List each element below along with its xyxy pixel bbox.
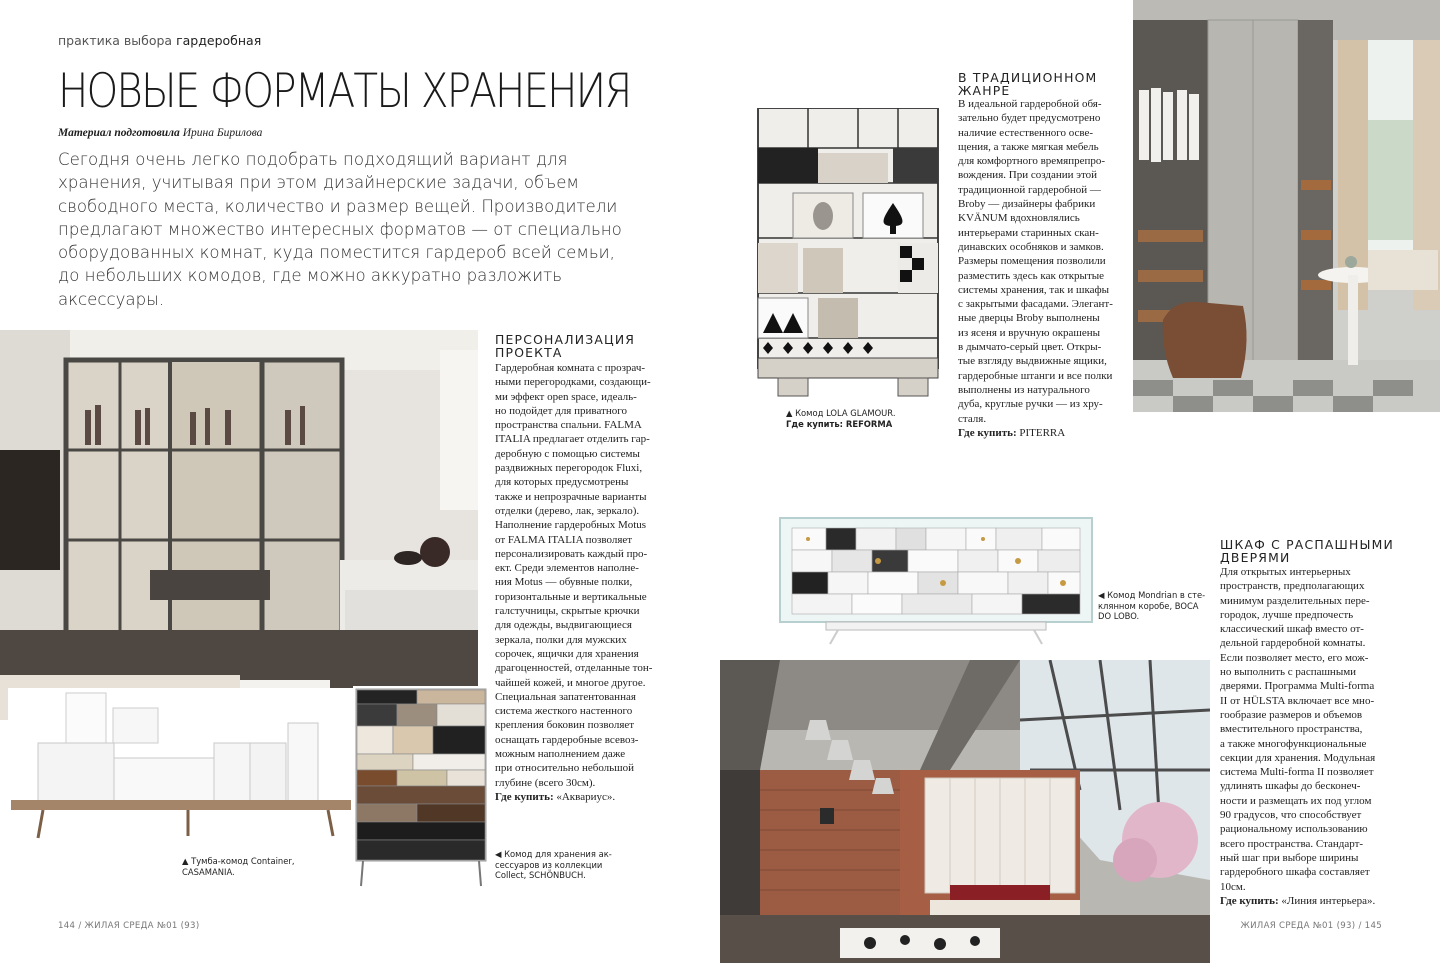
body-line: всего пространства. Стандарт- — [1220, 837, 1364, 850]
body-line: из ясеня и вручную окрашены — [958, 326, 1101, 339]
body-line: от FALMA ITALIA позволяет — [495, 533, 633, 546]
body-swing-doors — [1220, 565, 1400, 908]
body-line: отделки (дерево, лак, зеркало). — [495, 504, 640, 517]
body-line: оснащать гардеробные всевоз- — [495, 733, 639, 746]
body-line: для которых предусмотрены — [495, 476, 629, 489]
body-line: Если позволяет место, его мож- — [1220, 651, 1369, 664]
where-label: Где купить: — [958, 426, 1017, 439]
body-line: наличие естественного осве- — [958, 126, 1094, 139]
caption-line: DO LOBO. — [1098, 611, 1140, 621]
caption-line: Collect, SCHÖNBUCH. — [495, 870, 586, 880]
body-line: но выполнить с распашными — [1220, 666, 1357, 679]
heading-line-1: ШКАФ С РАСПАШНЫМИ — [1220, 537, 1394, 552]
body-line: тые взгляду выдвижные ящики, — [958, 355, 1107, 368]
body-line: система жесткого настенного — [495, 705, 633, 718]
body-line: глубине (всего 30см). — [495, 776, 596, 789]
where-value: PITERRA — [1019, 426, 1066, 439]
lola-glamour-photo — [748, 108, 944, 398]
body-line: системы хранения, так и шкафы — [958, 283, 1110, 296]
caption-lola — [786, 408, 936, 429]
body-line: разместить здесь как открытые — [958, 269, 1105, 282]
body-line: драгоценностей, отделанные тон- — [495, 662, 653, 675]
body-line: гардеробного шкафа составляет — [1220, 866, 1370, 879]
body-line: чайшей кожей, и многое другое. — [495, 676, 646, 689]
heading-personalization — [495, 333, 655, 359]
body-line: Специальная запатентованная — [495, 690, 636, 703]
body-line: можным наполнением даже — [495, 748, 626, 761]
rubric-prefix: практика выбора — [58, 33, 173, 48]
body-line: дельной гардеробной комнаты. — [1220, 637, 1366, 650]
mondrian-photo — [778, 516, 1094, 646]
body-line: ный шаг при выборе ширины — [1220, 851, 1359, 864]
caption-mondrian — [1098, 590, 1208, 622]
container-sideboard-photo — [8, 688, 354, 840]
body-line: а также многофункциональные — [1220, 737, 1367, 750]
body-line: городок, лучше предпочесть — [1220, 608, 1354, 621]
byline-author: Ирина Бирилова — [182, 127, 263, 139]
caption-line: ▲ Тумба-комод Container, — [182, 856, 295, 866]
body-line: вместительного пространства, — [1220, 723, 1363, 736]
body-line: в дымчато-серый цвет. Откры- — [958, 341, 1102, 354]
body-line: зательно будет предусмотрено — [958, 112, 1101, 125]
body-line: рациональному использованию — [1220, 823, 1368, 836]
body-line: традиционной гардеробной — — [958, 183, 1101, 196]
heading-line-1: В ТРАДИЦИОННОМ — [958, 70, 1098, 85]
body-line: зеркала, полки для мужских — [495, 633, 627, 646]
body-line: сталя. — [958, 412, 987, 425]
body-line: дверями. Программа Multi-forma — [1220, 680, 1375, 693]
caption-collect — [495, 849, 615, 881]
where-value: «Аквариус». — [556, 790, 616, 803]
byline — [58, 127, 262, 139]
where-to-buy — [958, 426, 1130, 440]
byline-label: Материал подготовила — [58, 127, 180, 139]
where-to-buy — [495, 790, 665, 804]
body-line: пространства спальни. FALMA — [495, 419, 642, 432]
body-line: раздвижных перегородок Fluxi, — [495, 462, 643, 475]
body-lines — [495, 361, 665, 790]
body-line: щения, а также мягкая мебель — [958, 140, 1099, 153]
body-line: для одежды, выдвигающиеся — [495, 619, 632, 632]
lead-paragraph: Сегодня очень легко подобрать подходящий вариант для хранения, учитывая при этом дизайнерские задачи, объем свободного места, количество и размер вещей. Производители предлагают множество интересных форматов — от специально оборудованных комнат, куда поместится гардероб всей семьи, до небольших комодов, где можно аккуратно разложить аксессуары. — [58, 150, 622, 309]
body-line: минимум разделительных пере- — [1220, 594, 1370, 607]
caption-container — [182, 856, 332, 877]
rubric-section: гардеробная — [176, 33, 262, 48]
loft-wardrobe-photo — [720, 660, 1210, 963]
body-line: пространств, предполагающих — [1220, 580, 1365, 593]
body-line: динавских особняков и замков. — [958, 240, 1104, 253]
body-line: ния Motus — обувные полки, — [495, 576, 633, 589]
caption-line: Где купить: REFORMA — [786, 418, 893, 429]
body-line: ITALIA предлагает отделить гар- — [495, 433, 650, 446]
caption-line: CASAMANIA. — [182, 866, 235, 877]
caption-line: сессуаров из коллекции — [495, 859, 603, 870]
heading-line-2: ПРОЕКТА — [495, 345, 563, 360]
body-line: ности и размещать их под углом — [1220, 794, 1372, 807]
footer-right: ЖИЛАЯ СРЕДА №01 (93) / 145 — [1240, 921, 1382, 931]
body-line: ными перегородками, создающи- — [495, 376, 651, 389]
body-line: горизонтальные и вертикальные — [495, 590, 647, 603]
heading-line-1: ПЕРСОНАЛИЗАЦИЯ — [495, 332, 636, 347]
body-line: классический шкаф вместо от- — [1220, 623, 1364, 636]
body-line: с закрытыми фасадами. Элегант- — [958, 298, 1113, 311]
caption-line: ◀ Комод Mondrian в сте- — [1098, 590, 1206, 600]
heading-line-2: ЖАНРЕ — [958, 83, 1011, 98]
heading-line-2: ДВЕРЯМИ — [1220, 550, 1291, 565]
section-rubric — [58, 33, 261, 48]
body-line: 10см. — [1220, 880, 1246, 893]
body-line: ми эффект open space, идеаль- — [495, 390, 637, 403]
body-line: вождения. При создании этой — [958, 169, 1098, 182]
body-lines — [1220, 565, 1400, 894]
traditional-wardrobe-photo — [1133, 0, 1440, 412]
body-line: гообразие размеров и объемов — [1220, 708, 1363, 721]
body-line: Наполнение гардеробных Motus — [495, 519, 647, 532]
body-line: ект. Среди элементов наполне- — [495, 562, 639, 575]
caption-line: ▲ Комод LOLA GLAMOUR. — [786, 408, 896, 418]
body-line: Broby — дизайнеры фабрики — [958, 198, 1096, 211]
body-line: крепления боковин позволяет — [495, 719, 635, 732]
article-title: НОВЫЕ ФОРМАТЫ ХРАНЕНИЯ — [58, 64, 631, 119]
heading-swing-doors — [1220, 538, 1420, 564]
body-lines — [958, 97, 1130, 426]
walk-in-wardrobe-photo — [0, 330, 478, 720]
where-value: «Линия интерьера». — [1281, 894, 1376, 907]
body-line: галстучницы, скрытые крючки — [495, 605, 640, 618]
body-line: Гардеробная комната с прозрач- — [495, 362, 646, 374]
body-line: Размеры помещения позволили — [958, 255, 1106, 268]
body-line: деробную с помощью системы — [495, 447, 640, 460]
heading-traditional — [958, 71, 1128, 97]
body-line: но подойдет для приватного — [495, 404, 627, 417]
body-line: 90 градусов, что способствует — [1220, 809, 1362, 822]
body-line: II от HÜLSTA включает все мно- — [1220, 694, 1375, 707]
where-to-buy — [1220, 894, 1400, 908]
body-line: удлинять шкафы до бесконеч- — [1220, 780, 1361, 793]
body-line: персонализировать каждый про- — [495, 547, 648, 560]
where-label: Где купить: — [1220, 894, 1279, 907]
body-line: также и непрозрачные варианты — [495, 490, 647, 503]
body-line: гардеробные штанги и все полки — [958, 369, 1113, 382]
body-line: система Multi-forma II позволяет — [1220, 766, 1374, 779]
body-line: секции для хранения. Модульная — [1220, 751, 1376, 764]
body-line: интерьерами старинных скан- — [958, 226, 1099, 239]
caption-line: ◀ Комод для хранения ак- — [495, 849, 612, 859]
caption-line: клянном коробе, BOCA — [1098, 600, 1199, 611]
body-line: сорочек, ящички для хранения — [495, 647, 639, 660]
body-personalization — [495, 361, 665, 804]
body-line: ные дверцы Broby выполнены — [958, 312, 1100, 325]
where-label: Где купить: — [495, 790, 554, 803]
body-line: выполнены из натурального — [958, 383, 1090, 396]
body-traditional — [958, 97, 1130, 440]
body-line: В идеальной гардеробной обя- — [958, 98, 1102, 110]
collect-dresser-photo — [353, 686, 489, 894]
body-line: при относительно небольшой — [495, 762, 635, 775]
body-line: Для открытых интерьерных — [1220, 566, 1351, 578]
body-line: KVÄNUM вдохновлялись — [958, 212, 1080, 225]
body-line: дуба, круглые ручки — из хру- — [958, 398, 1103, 411]
footer-left: 144 / ЖИЛАЯ СРЕДА №01 (93) — [58, 921, 200, 931]
body-line: для комфортного времяпрепро- — [958, 155, 1106, 168]
